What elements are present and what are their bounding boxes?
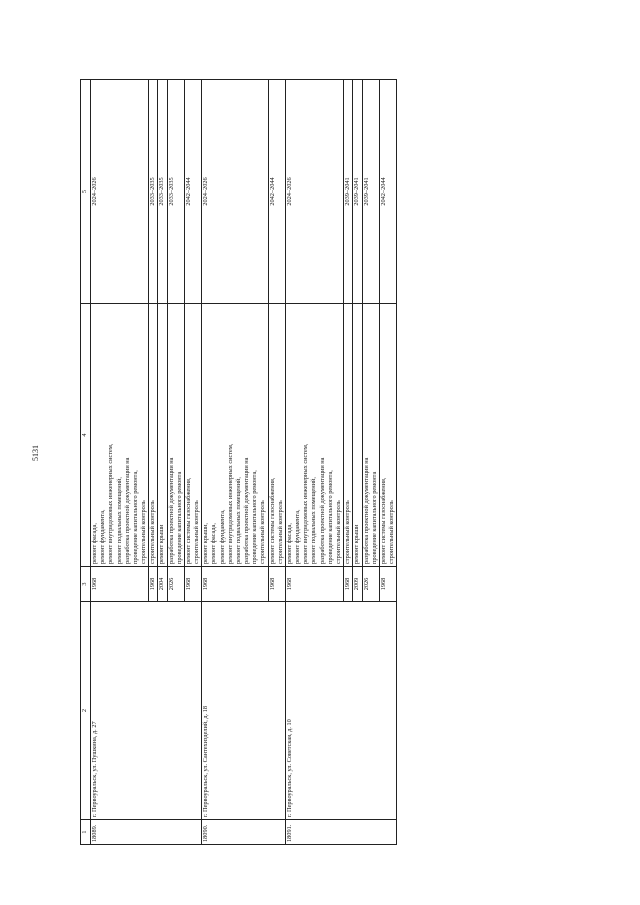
planned-period: 2039–2041 — [362, 80, 379, 304]
commission-year: 2026 — [362, 567, 379, 602]
work-item: ремонт крыши — [353, 524, 361, 564]
work-item: ремонт фасада, — [210, 523, 218, 564]
work-item: ремонт системы газоснабжения, — [379, 477, 387, 564]
work-item: ремонт крыши — [158, 524, 166, 564]
work-item: ремонт крыши, — [202, 522, 210, 564]
header-cell: 3 — [81, 567, 91, 602]
entry-number: 18090. — [202, 820, 286, 845]
work-item: строительный контроль — [276, 500, 284, 564]
entry-address: г. Первоуральск, ул. Пушкина, д. 27 — [91, 602, 202, 820]
work-item: ремонт подвальных помещений, — [115, 477, 123, 564]
commission-year: 2009 — [353, 567, 362, 602]
header-row — [81, 80, 91, 845]
planned-period: 2024–2026 — [202, 80, 268, 304]
work-list — [184, 304, 201, 567]
planned-period: 2024–2026 — [91, 80, 149, 304]
planned-period: 2039–2041 — [353, 80, 362, 304]
commission-year: 2004 — [158, 567, 167, 602]
header-cell: 1 — [81, 820, 91, 845]
work-list — [167, 304, 184, 567]
work-item: ремонт подвальных помещений, — [234, 477, 242, 564]
work-list — [344, 304, 353, 567]
commission-year: 1968 — [149, 567, 158, 602]
work-item: ремонт фасада, — [91, 523, 98, 564]
work-list — [149, 304, 158, 567]
work-list — [158, 304, 167, 567]
entry-address: г. Первоуральск, ул. Сантехизделий, д. 18 — [202, 602, 286, 820]
work-item: разработка проектной документации на — [362, 457, 370, 564]
work-item: ремонт фундамента, — [294, 509, 302, 564]
work-list — [91, 304, 149, 567]
work-item: ремонт фундамента, — [218, 509, 226, 564]
work-list — [268, 304, 285, 567]
table-row — [91, 80, 149, 845]
work-list — [353, 304, 362, 567]
page-number: 5131 — [31, 445, 40, 461]
work-item: проведение капитального ремонта, — [251, 470, 259, 564]
work-item: ремонт подвальных помещений, — [310, 477, 318, 564]
header-cell: 2 — [81, 602, 91, 820]
work-item: проведение капитального ремонта, — [131, 470, 139, 564]
work-list — [379, 304, 396, 567]
planned-period: 2033–2035 — [167, 80, 184, 304]
work-item: строительный контроль — [140, 500, 148, 564]
work-item: разработка проектной документации на — [123, 457, 131, 564]
commission-year: 1968 — [91, 567, 149, 602]
commission-year: 1968 — [268, 567, 285, 602]
planned-period: 2033–2035 — [149, 80, 158, 304]
work-item: строительный контроль — [334, 500, 342, 564]
commission-year: 2026 — [167, 567, 184, 602]
work-item: проведение капитального ремонта — [175, 471, 183, 564]
work-item: ремонт фасада, — [285, 523, 293, 564]
work-list — [362, 304, 379, 567]
entry-address: г. Первоуральск, ул. Советская, д. 10 — [285, 602, 396, 820]
work-item: ремонт фундамента, — [99, 509, 107, 564]
work-item: ремонт системы газоснабжения, — [268, 477, 276, 564]
planned-period: 2033–2035 — [158, 80, 167, 304]
work-item: проведение капитального ремонта, — [326, 470, 334, 564]
header-cell: 5 — [81, 80, 91, 304]
table-row — [285, 80, 343, 845]
commission-year: 1968 — [285, 567, 343, 602]
planned-period: 2042–2044 — [184, 80, 201, 304]
work-item: строительный контроль — [344, 500, 352, 564]
work-list — [202, 304, 268, 567]
table-row — [202, 80, 268, 845]
work-item: строительный контроль — [388, 500, 396, 564]
header-cell: 4 — [81, 304, 91, 567]
work-item: строительный контроль — [149, 500, 157, 564]
work-item: ремонт внутридомовых инженерных систем, — [226, 443, 234, 564]
work-item: разработка проектной документации на — [243, 457, 251, 564]
table-body — [91, 80, 397, 845]
work-item: ремонт внутридомовых инженерных систем, — [107, 443, 115, 564]
rotated-table-wrapper — [80, 80, 540, 845]
planned-period: 2024–2026 — [285, 80, 343, 304]
work-item: ремонт внутридомовых инженерных систем, — [302, 443, 310, 564]
entry-number: 18091. — [285, 820, 396, 845]
commission-year: 1968 — [379, 567, 396, 602]
planned-period: 2039–2041 — [344, 80, 353, 304]
work-item: строительный контроль — [259, 500, 267, 564]
entry-number: 18089. — [91, 820, 202, 845]
work-item: проведение капитального ремонта — [370, 471, 378, 564]
planned-period: 2042–2044 — [268, 80, 285, 304]
commission-year: 1968 — [202, 567, 268, 602]
commission-year: 1968 — [344, 567, 353, 602]
work-item: разработка проектной документации на — [167, 457, 175, 564]
work-item: разработка проектной документации на — [318, 457, 326, 564]
work-list — [285, 304, 343, 567]
commission-year: 1968 — [184, 567, 201, 602]
work-item: строительный контроль — [193, 500, 201, 564]
repair-schedule-table — [80, 79, 397, 845]
planned-period: 2042–2044 — [379, 80, 396, 304]
work-item: ремонт системы газоснабжения, — [184, 477, 192, 564]
